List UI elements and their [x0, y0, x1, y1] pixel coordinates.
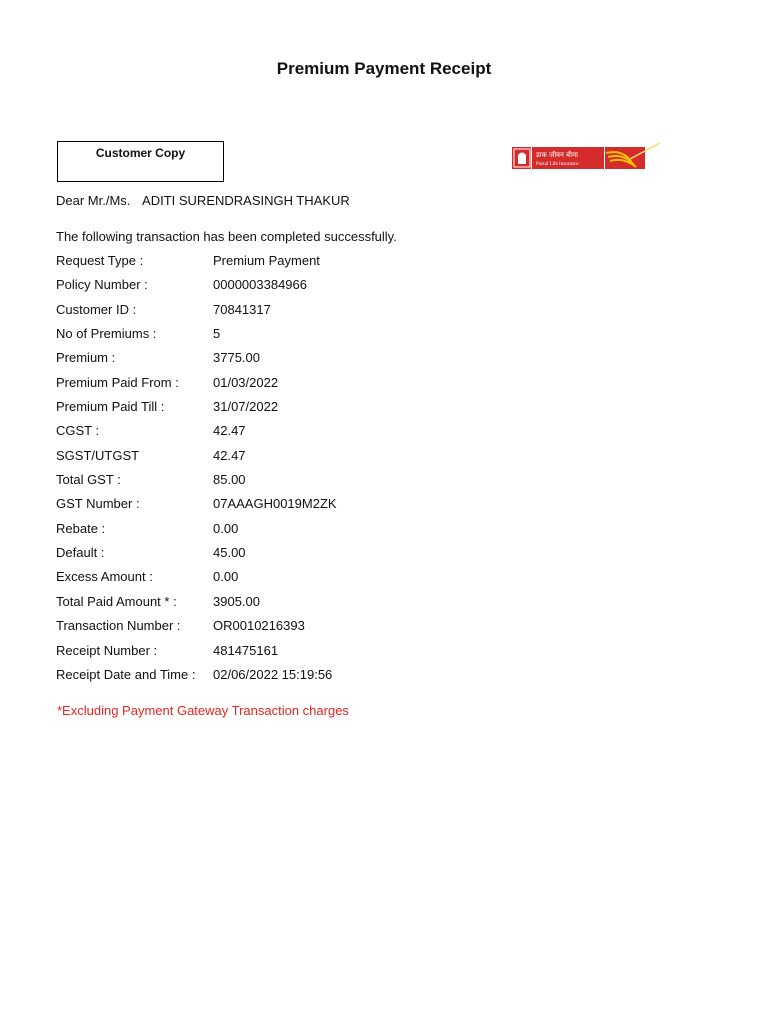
detail-label: Receipt Date and Time : [56, 666, 196, 682]
detail-label: Rebate : [56, 520, 106, 536]
detail-value: 42.47 [213, 447, 246, 463]
footnote: *Excluding Payment Gateway Transaction charges [57, 703, 349, 718]
detail-label: Customer ID : [56, 301, 137, 317]
detail-value: 3905.00 [213, 593, 260, 609]
detail-value: 07AAAGH0019M2ZK [213, 496, 337, 512]
page-title: Premium Payment Receipt [276, 59, 492, 78]
detail-value: 3775.00 [213, 350, 260, 366]
detail-value: 02/06/2022 15:19:56 [213, 666, 333, 682]
detail-label: Default : [56, 545, 105, 561]
svg-text:Postal Life Insurance: Postal Life Insurance [536, 162, 579, 167]
detail-label: Receipt Number : [56, 642, 158, 658]
greeting-prefix: Dear Mr./Ms. [56, 193, 131, 208]
detail-label: GST Number : [56, 496, 140, 512]
detail-value: 481475161 [213, 642, 279, 658]
detail-label: Excess Amount : [56, 569, 153, 585]
detail-value: 0000003384966 [213, 277, 307, 293]
detail-label: Policy Number : [56, 277, 148, 293]
detail-value: Premium Payment [213, 253, 320, 268]
detail-value: 5 [213, 326, 221, 342]
detail-label: No of Premiums : [56, 326, 157, 342]
detail-value: 01/03/2022 [213, 374, 279, 390]
svg-text:डाक जीवन बीमा: डाक जीवन बीमा [536, 151, 578, 159]
detail-label: Request Type : [56, 253, 144, 268]
detail-value: 70841317 [213, 301, 271, 317]
postal-life-insurance-logo [512, 143, 660, 172]
detail-value: 31/07/2022 [213, 399, 279, 415]
detail-value: 0.00 [213, 569, 239, 585]
detail-label: Total Paid Amount * : [56, 593, 177, 609]
customer-name: ADITI SURENDRASINGH THAKUR [142, 193, 350, 208]
detail-label: Total GST : [56, 472, 121, 488]
intro-text: The following transaction has been completed successfully. [56, 229, 397, 244]
greeting [56, 193, 350, 208]
detail-value: 42.47 [213, 423, 246, 439]
detail-value: 85.00 [213, 472, 246, 488]
detail-label: Premium Paid From : [56, 374, 179, 390]
detail-value: OR0010216393 [213, 618, 305, 634]
customer-copy-box: Customer Copy [57, 141, 224, 182]
detail-label: CGST : [56, 423, 100, 439]
detail-label: SGST/UTGST [56, 447, 140, 463]
detail-label: Premium Paid Till : [56, 399, 165, 415]
detail-value: 45.00 [213, 545, 246, 561]
detail-label: Transaction Number : [56, 618, 181, 634]
detail-label: Premium : [56, 350, 116, 366]
detail-value: 0.00 [213, 520, 239, 536]
